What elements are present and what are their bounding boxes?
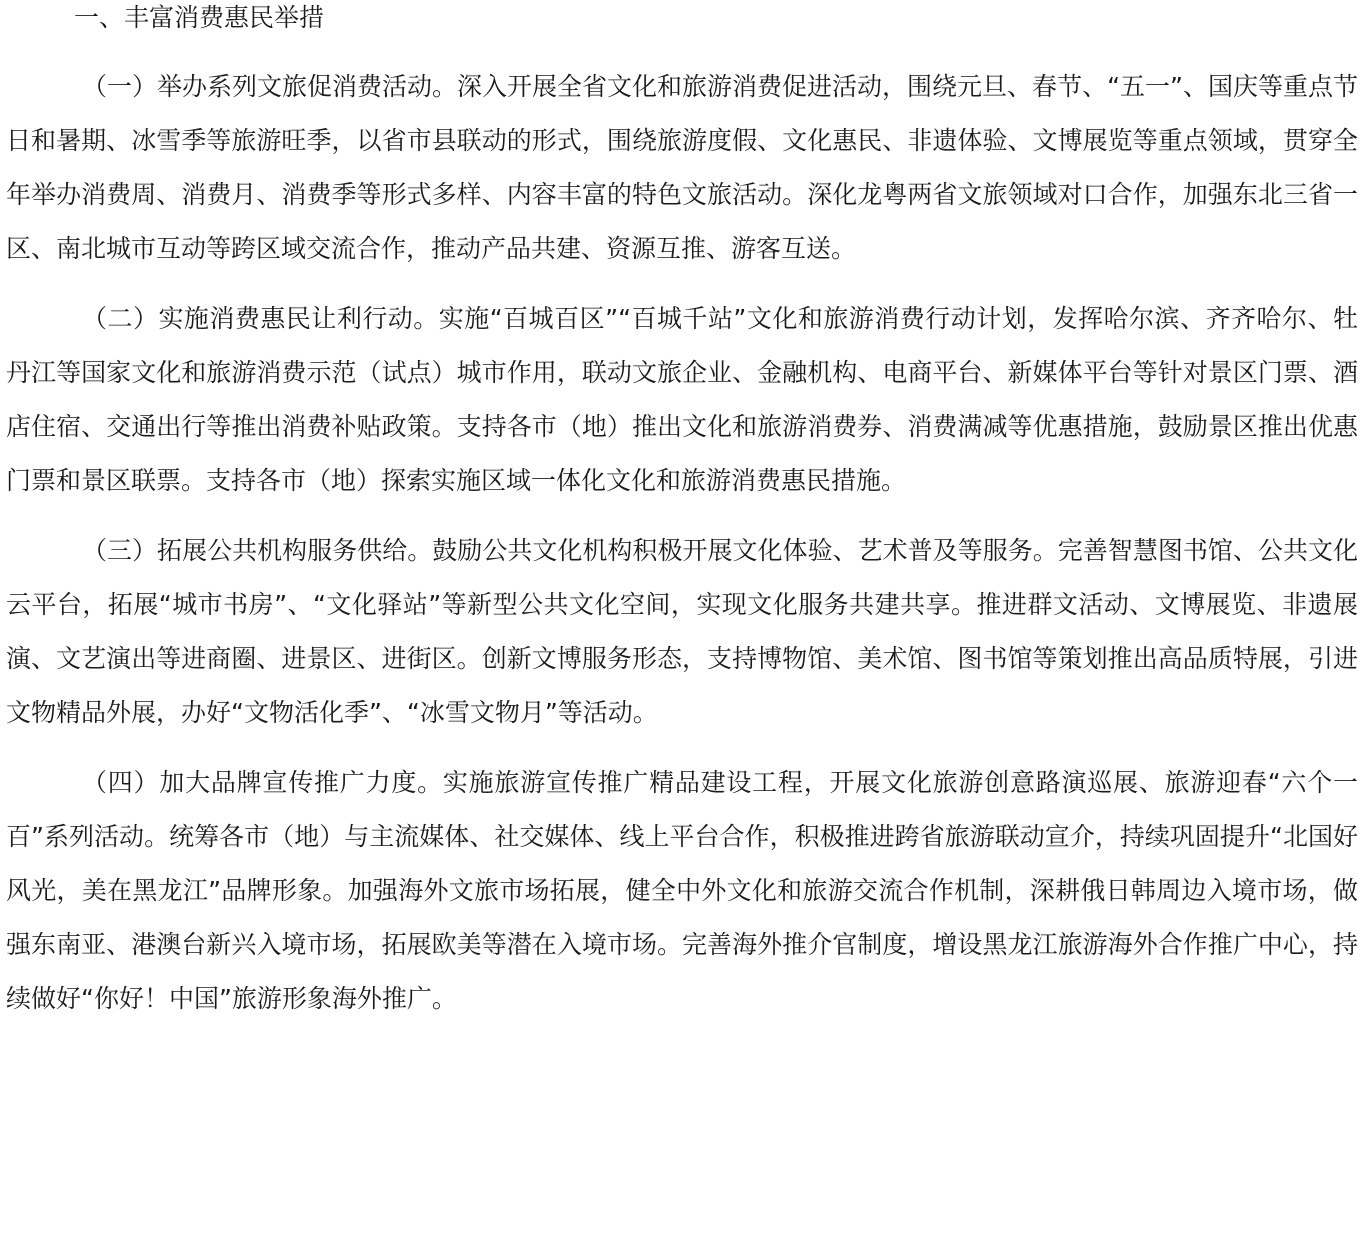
paragraph-1: （一）举办系列文旅促消费活动。深入开展全省文化和旅游消费促进活动，围绕元旦、春节、“五一”、国庆等重点节日和暑期、冰雪季等旅游旺季，以省市县联动的形式，围绕旅游度假、文化惠民、非遗体验、文博展览等重点领域，贯穿全年举办消费周、消费月、消费季等形式多样、内容丰富的特色文旅活动。深化龙粤两省文旅领域对口合作，加强东北三省一区、南北城市互动等跨区域交流合作，推动产品共建、资源互推、游客互送。 — [6, 72, 1358, 263]
document-body — [6, 0, 1358, 1026]
paragraph-3: （三）拓展公共机构服务供给。鼓励公共文化机构积极开展文化体验、艺术普及等服务。完善智慧图书馆、公共文化云平台，拓展“城市书房”、“文化驿站”等新型公共文化空间，实现文化服务共建共享。推进群文活动、文博展览、非遗展演、文艺演出等进商圈、进景区、进街区。创新文博服务形态，支持博物馆、美术馆、图书馆等策划推出高品质特展，引进文物精品外展，办好“文物活化季”、“冰雪文物月”等活动。 — [6, 536, 1358, 727]
paragraph-2: （二）实施消费惠民让利行动。实施“百城百区”“百城千站”文化和旅游消费行动计划，发挥哈尔滨、齐齐哈尔、牡丹江等国家文化和旅游消费示范（试点）城市作用，联动文旅企业、金融机构、电商平台、新媒体平台等针对景区门票、酒店住宿、交通出行等推出消费补贴政策。支持各市（地）推出文化和旅游消费券、消费满减等优惠措施，鼓励景区推出优惠门票和景区联票。支持各市（地）探索实施区域一体化文化和旅游消费惠民措施。 — [6, 304, 1358, 495]
paragraph-4: （四）加大品牌宣传推广力度。实施旅游宣传推广精品建设工程，开展文化旅游创意路演巡展、旅游迎春“六个一百”系列活动。统筹各市（地）与主流媒体、社交媒体、线上平台合作，积极推进跨省旅游联动宣介，持续巩固提升“北国好风光，美在黑龙江”品牌形象。加强海外文旅市场拓展，健全中外文化和旅游交流合作机制，深耕俄日韩周边入境市场，做强东南亚、港澳台新兴入境市场，拓展欧美等潜在入境市场。完善海外推介官制度，增设黑龙江旅游海外合作推广中心，持续做好“你好！中国”旅游形象海外推广。 — [6, 768, 1358, 1013]
section-heading: 一、丰富消费惠民举措 — [74, 3, 325, 32]
